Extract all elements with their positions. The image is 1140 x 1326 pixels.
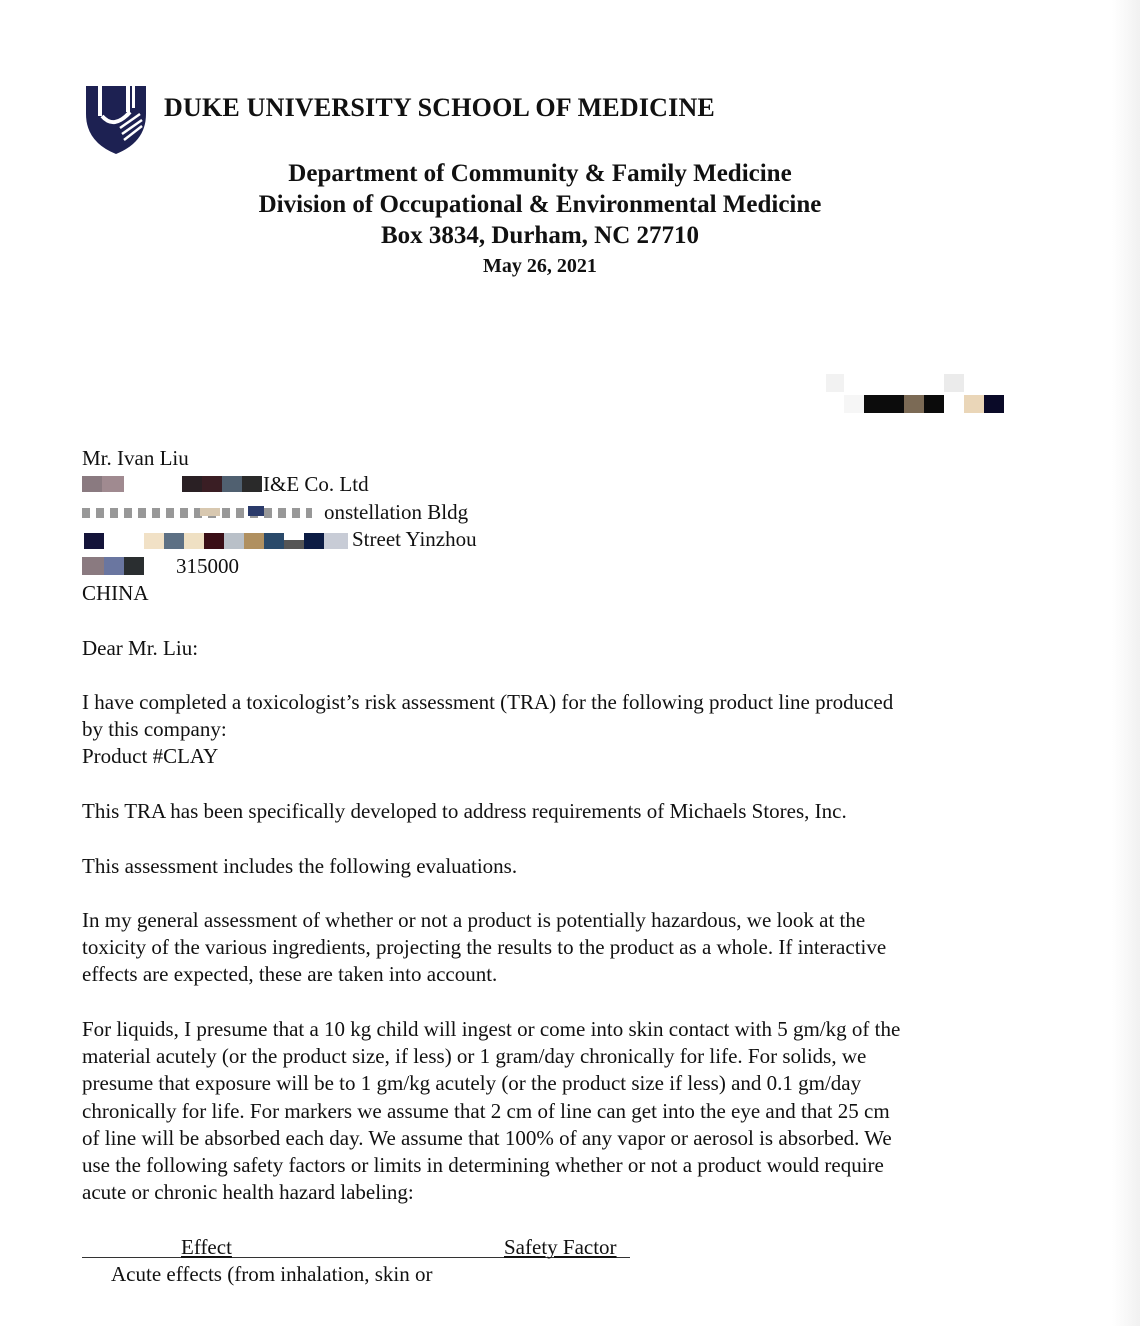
paragraph-general-assessment bbox=[82, 907, 1012, 989]
paragraph-line: This TRA has been specifically developed to address requirements of Michaels Stores, Inc. bbox=[82, 799, 847, 823]
recipient-postal-code: 315000 bbox=[176, 554, 239, 578]
division-name: Division of Occupational & Environmental Medicine bbox=[258, 191, 822, 218]
paragraph-line: acute or chronic health hazard labeling: bbox=[82, 1180, 414, 1205]
table-header-safety-factor: Safety Factor bbox=[504, 1235, 617, 1259]
recipient-street: Street Yinzhou bbox=[352, 527, 477, 551]
paragraph-intro bbox=[82, 689, 1012, 771]
paragraph-line: chronically for life. For markers we assume that 2 cm of line can get into the eye and that 25 cm bbox=[82, 1098, 890, 1123]
paragraph-line: presume that exposure will be to 1 gm/kg acutely (or the product size if less) and 0.1 gm/day bbox=[82, 1071, 862, 1096]
paragraph-line: of line will be absorbed each day. We assume that 100% of any vapor or aerosol is absorbed. We bbox=[82, 1125, 892, 1150]
institution-address: Box 3834, Durham, NC 27710 bbox=[380, 222, 700, 249]
table-row-acute-effects: Acute effects (from inhalation, skin or bbox=[111, 1262, 433, 1286]
page-edge-shadow bbox=[1112, 0, 1140, 1326]
paragraph-evaluations bbox=[82, 853, 1012, 880]
recipient-country: CHINA bbox=[82, 581, 149, 605]
recipient-company: I&E Co. Ltd bbox=[263, 472, 369, 496]
paragraph-line: use the following safety factors or limits in determining whether or not a product would require bbox=[82, 1153, 884, 1178]
paragraph-line: material acutely (or the product size, if less) or 1 gram/day chronically for life. For solids, we bbox=[82, 1044, 867, 1069]
university-name: DUKE UNIVERSITY SCHOOL OF MEDICINE bbox=[164, 93, 715, 122]
paragraph-line: I have completed a toxicologist’s risk assessment (TRA) for the following product line produced bbox=[82, 690, 894, 714]
paragraph-line: by this company: bbox=[82, 717, 227, 742]
paragraph-line: effects are expected, these are taken into account. bbox=[82, 962, 498, 987]
table-header-effect: Effect bbox=[181, 1235, 232, 1259]
recipient-building: onstellation Bldg bbox=[324, 500, 469, 524]
salutation: Dear Mr. Liu: bbox=[82, 636, 199, 660]
paragraph-line: This assessment includes the following evaluations. bbox=[82, 854, 518, 878]
product-name: Product #CLAY bbox=[82, 744, 219, 769]
paragraph-line: For liquids, I presume that a 10 kg child will ingest or come into skin contact with 5 gm/kg of the bbox=[82, 1017, 901, 1041]
paragraph-exposure-assumptions bbox=[82, 1016, 1012, 1206]
recipient-name: Mr. Ivan Liu bbox=[82, 446, 189, 470]
duke-logo bbox=[84, 84, 148, 156]
letter-date: May 26, 2021 bbox=[483, 255, 597, 277]
paragraph-line: In my general assessment of whether or not a product is potentially hazardous, we look at the bbox=[82, 908, 866, 932]
paragraph-line: toxicity of the various ingredients, projecting the results to the product as a whole. If interactive bbox=[82, 935, 887, 960]
paragraph-requirements bbox=[82, 798, 1012, 825]
department-name: Department of Community & Family Medicine bbox=[288, 160, 792, 187]
